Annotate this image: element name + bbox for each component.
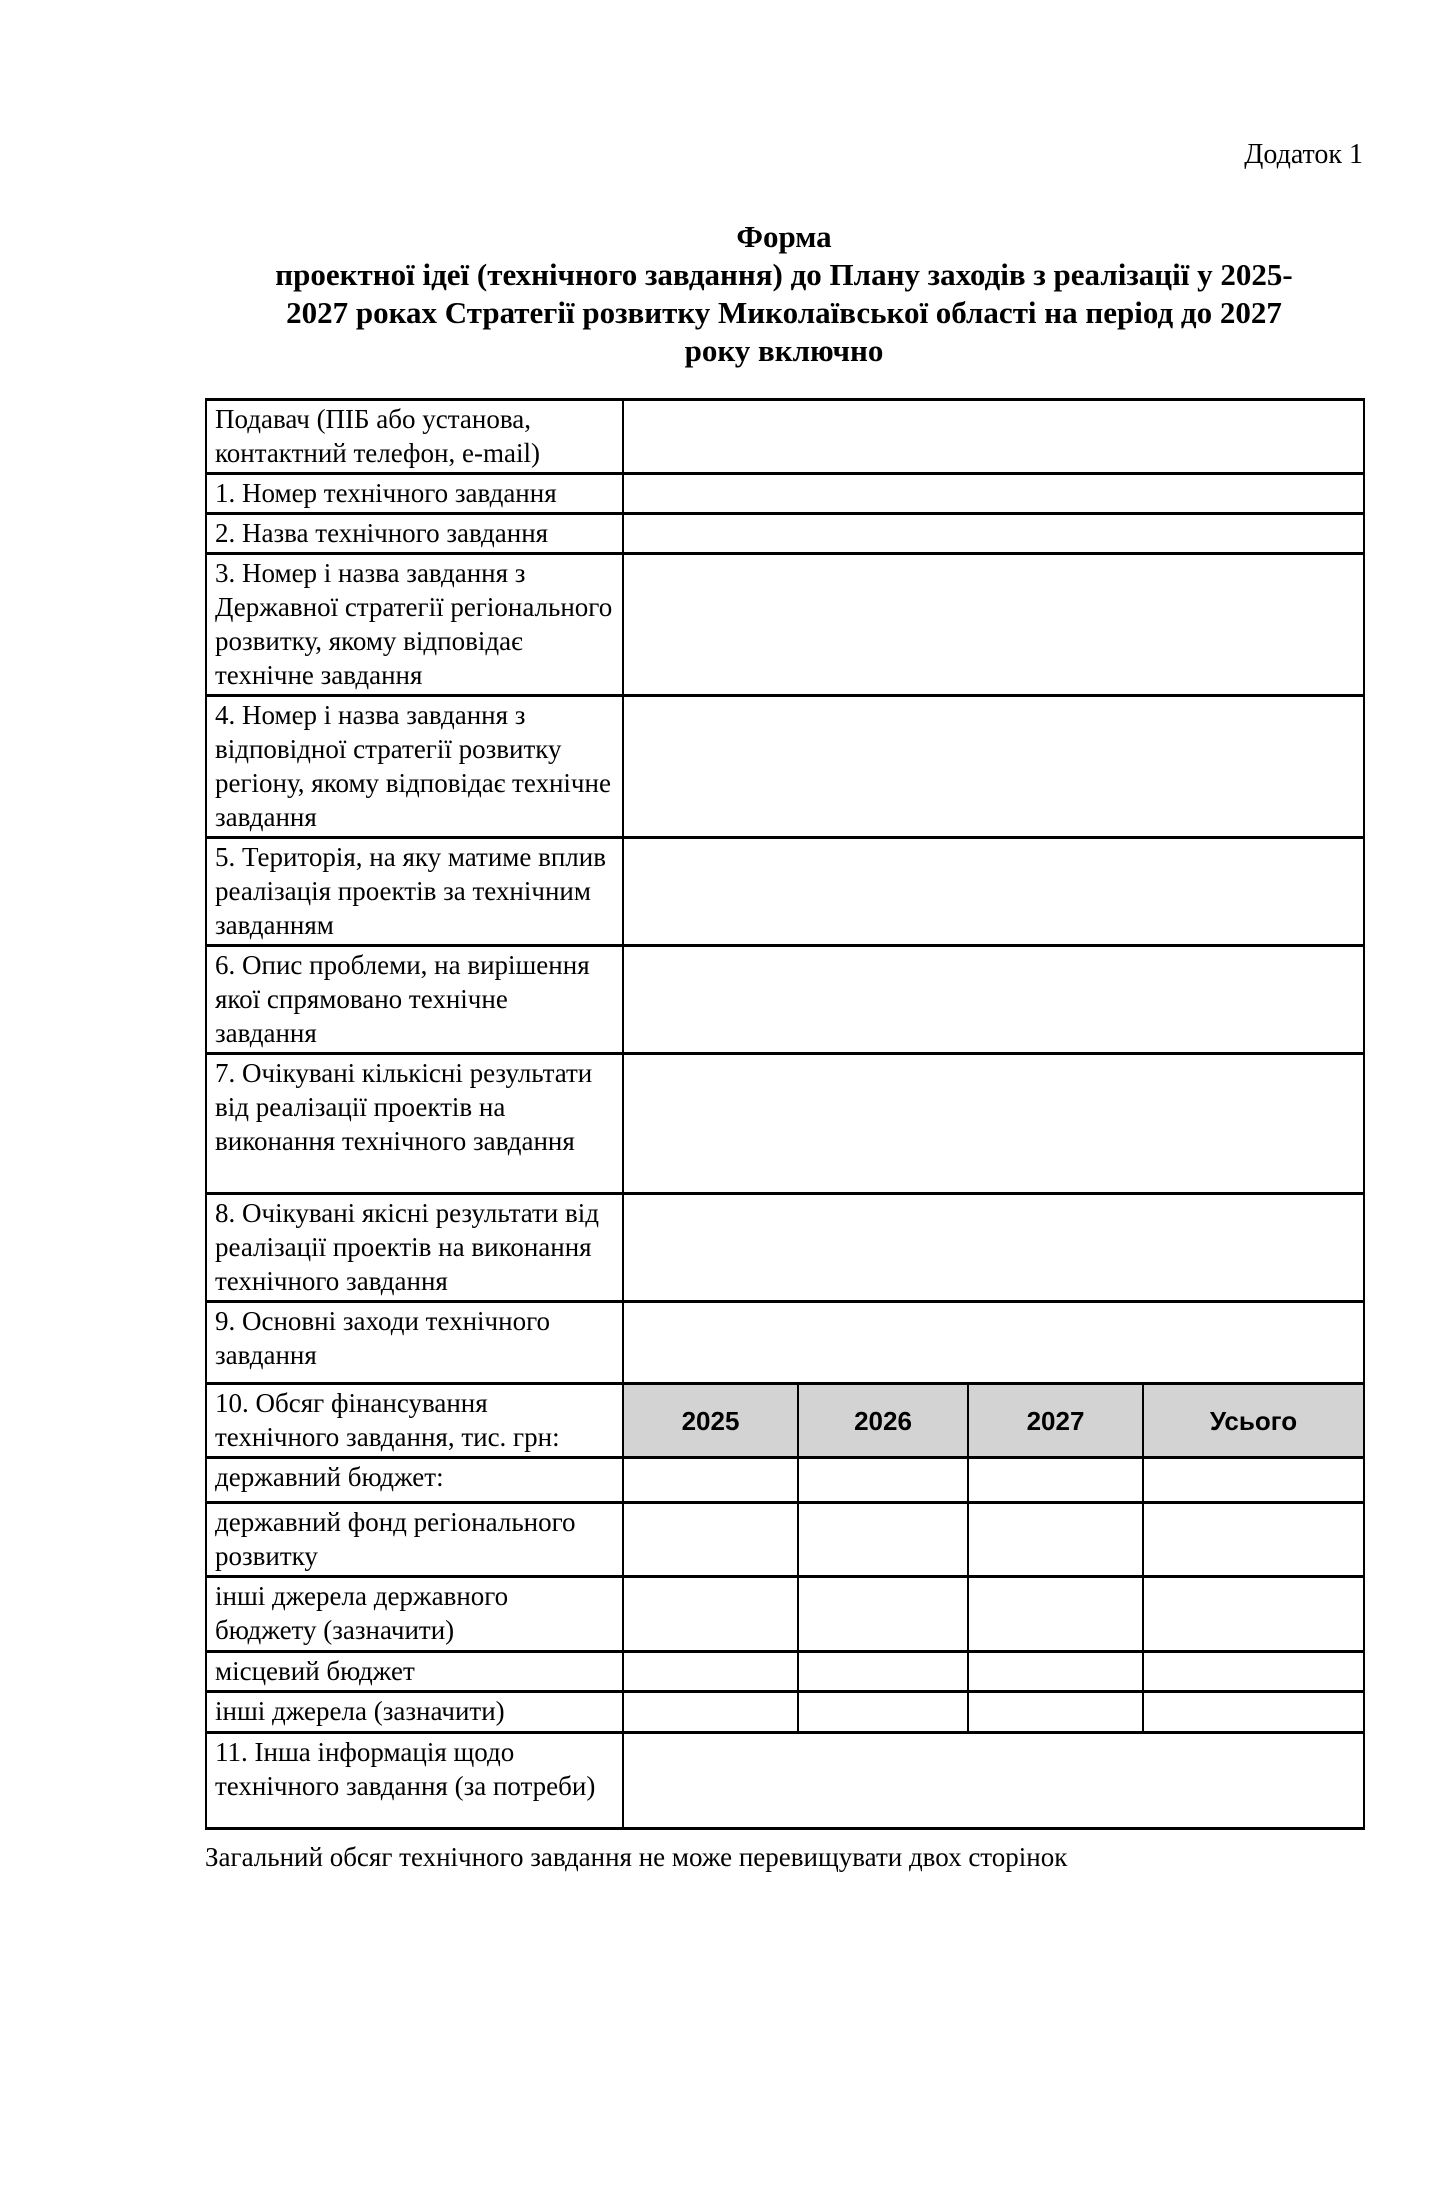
row-value-input[interactable] (623, 1733, 1364, 1829)
row-label: 3. Номер і назва завдання з Державної стратегії регіонального розвитку, якому відповідає технічне завдання (206, 554, 623, 696)
financing-value-input[interactable] (623, 1577, 798, 1652)
row-label: 6. Опис проблеми, на вирішення якої спрямовано технічне завдання (206, 946, 623, 1054)
row-label: 4. Номер і назва завдання з відповідної стратегії розвитку регіону, якому відповідає технічне завдання (206, 696, 623, 838)
table-row (206, 946, 1364, 1054)
row-value-input[interactable] (623, 554, 1364, 696)
row-value-input[interactable] (623, 1054, 1364, 1194)
form-title (205, 218, 1363, 370)
row-value-input[interactable] (623, 696, 1364, 838)
row-label: 10. Обсяг фінансування технічного завдання, тис. грн: (206, 1384, 623, 1458)
row-value-input[interactable] (623, 1302, 1364, 1384)
row-label: місцевий бюджет (206, 1652, 623, 1692)
footer-note: Загальний обсяг технічного завдання не може перевищувати двох сторінок (205, 1842, 1068, 1872)
form-title-line: 2027 роках Стратегії розвитку Миколаївської області на період до 2027 (286, 295, 1282, 330)
row-label: інші джерела (зазначити) (206, 1692, 623, 1733)
financing-value-input[interactable] (623, 1652, 798, 1692)
financing-value-input[interactable] (798, 1503, 968, 1577)
form-table (205, 398, 1365, 1830)
year-header-2026: 2026 (798, 1384, 968, 1458)
row-label: 5. Територія, на яку матиме вплив реалізація проектів за технічним завданням (206, 838, 623, 946)
financing-value-input[interactable] (623, 1503, 798, 1577)
row-label: 8. Очікувані якісні результати від реалізації проектів на виконання технічного завдання (206, 1194, 623, 1302)
table-row (206, 1302, 1364, 1384)
financing-value-input[interactable] (968, 1652, 1143, 1692)
financing-value-input[interactable] (1143, 1652, 1364, 1692)
financing-value-input[interactable] (968, 1577, 1143, 1652)
table-row (206, 474, 1364, 514)
financing-value-input[interactable] (798, 1652, 968, 1692)
row-value-input[interactable] (623, 400, 1364, 474)
row-label: 2. Назва технічного завдання (206, 514, 623, 554)
table-row (206, 1733, 1364, 1829)
financing-value-input[interactable] (623, 1692, 798, 1733)
row-value-input[interactable] (623, 946, 1364, 1054)
row-label: державний бюджет: (206, 1458, 623, 1503)
row-label: 9. Основні заходи технічного завдання (206, 1302, 623, 1384)
row-label: державний фонд регіонального розвитку (206, 1503, 623, 1577)
row-label: Подавач (ПІБ або установа, контактний телефон, e-mail) (206, 400, 623, 474)
financing-value-input[interactable] (1143, 1458, 1364, 1503)
financing-value-input[interactable] (968, 1503, 1143, 1577)
financing-value-input[interactable] (1143, 1503, 1364, 1577)
row-label: 11. Інша інформація щодо технічного завдання (за потреби) (206, 1733, 623, 1829)
row-label: 7. Очікувані кількісні результати від реалізації проектів на виконання технічного завдання (206, 1054, 623, 1194)
row-label: 1. Номер технічного завдання (206, 474, 623, 514)
financing-value-input[interactable] (798, 1692, 968, 1733)
financing-row (206, 1458, 1364, 1503)
financing-row (206, 1503, 1364, 1577)
table-row (206, 514, 1364, 554)
financing-value-input[interactable] (968, 1458, 1143, 1503)
row-label: інші джерела державного бюджету (зазначити) (206, 1577, 623, 1652)
table-row (206, 400, 1364, 474)
financing-header-row (206, 1384, 1364, 1458)
financing-value-input[interactable] (968, 1692, 1143, 1733)
row-value-input[interactable] (623, 1194, 1364, 1302)
row-value-input[interactable] (623, 838, 1364, 946)
table-row (206, 554, 1364, 696)
table-row (206, 1054, 1364, 1194)
form-title-line: року включно (684, 333, 884, 368)
financing-value-input[interactable] (1143, 1692, 1364, 1733)
financing-row (206, 1652, 1364, 1692)
year-header-2027: 2027 (968, 1384, 1143, 1458)
financing-value-input[interactable] (1143, 1577, 1364, 1652)
financing-value-input[interactable] (623, 1458, 798, 1503)
table-row (206, 1194, 1364, 1302)
form-title-line: проектної ідеї (технічного завдання) до Плану заходів з реалізації у 2025- (275, 257, 1293, 292)
financing-value-input[interactable] (798, 1458, 968, 1503)
year-header-2025: 2025 (623, 1384, 798, 1458)
table-row (206, 696, 1364, 838)
annex-label: Додаток 1 (1244, 139, 1363, 170)
row-value-input[interactable] (623, 474, 1364, 514)
financing-value-input[interactable] (798, 1577, 968, 1652)
document-page (205, 138, 1363, 1874)
financing-row (206, 1692, 1364, 1733)
year-header-total: Усього (1143, 1384, 1364, 1458)
form-title-line: Форма (736, 219, 832, 254)
table-row (206, 838, 1364, 946)
financing-row (206, 1577, 1364, 1652)
row-value-input[interactable] (623, 514, 1364, 554)
